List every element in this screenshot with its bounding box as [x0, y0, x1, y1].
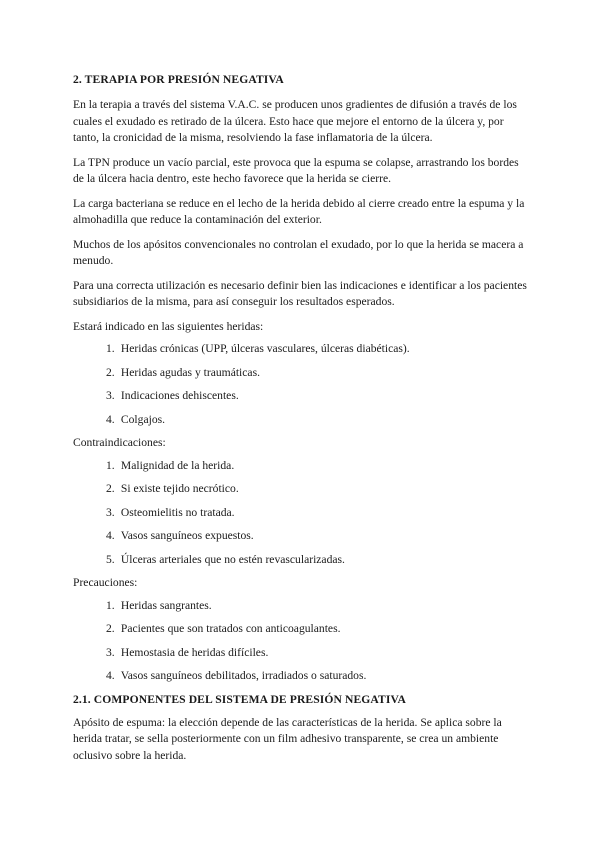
- list-number: 2.: [106, 365, 115, 379]
- contraindications-list: [73, 458, 528, 568]
- list-number: 3.: [106, 645, 115, 659]
- list-text: Heridas crónicas (UPP, úlceras vasculares, úlceras diabéticas).: [120, 342, 410, 355]
- list-text: Vasos sanguíneos debilitados, irradiados o saturados.: [120, 669, 367, 682]
- list-number: 2.: [106, 482, 115, 495]
- contraindications-label: Contraindicaciones:: [73, 436, 166, 449]
- list-item: [106, 621, 528, 637]
- list-text: Indicaciones dehiscentes.: [120, 389, 239, 402]
- list-number: 4.: [106, 412, 115, 426]
- list-item: [106, 528, 528, 544]
- list-number: 3.: [106, 389, 115, 402]
- list-item: [106, 458, 528, 474]
- precautions-list: [73, 598, 528, 685]
- list-text: Malignidad de la herida.: [120, 458, 235, 472]
- list-number: 3.: [106, 505, 115, 519]
- list-text: Hemostasia de heridas difíciles.: [120, 645, 269, 659]
- list-item: [106, 341, 528, 357]
- list-item: [106, 388, 528, 404]
- paragraph-conventional-dressings: Muchos de los apósitos convencionales no controlan el exudado, por lo que la herida se macera a menudo.: [73, 237, 524, 267]
- list-number: 4.: [106, 529, 115, 542]
- document-page: [73, 72, 528, 772]
- section-heading: 2. TERAPIA POR PRESIÓN NEGATIVA: [73, 73, 284, 86]
- list-number: 1.: [106, 342, 115, 355]
- list-number: 1.: [106, 598, 115, 612]
- list-text: Vasos sanguíneos expuestos.: [120, 529, 254, 542]
- list-item: [106, 645, 528, 661]
- paragraph-foam-dressing: Apósito de espuma: la elección depende de las características de la herida. Se aplica sobre la herida tratar, se sella posteriormente con un film adhesivo transparente, se crea un ambiente oclusivo sobre la herida.: [73, 715, 502, 762]
- list-number: 2.: [106, 622, 115, 635]
- list-item: [106, 668, 528, 684]
- list-number: 4.: [106, 669, 115, 682]
- list-number: 5.: [106, 552, 115, 566]
- list-item: [106, 505, 528, 521]
- list-text: Osteomielitis no tratada.: [120, 505, 235, 519]
- list-item: [106, 552, 528, 568]
- indications-list: [73, 341, 528, 428]
- list-item: [106, 481, 528, 497]
- list-text: Si existe tejido necrótico.: [120, 482, 239, 495]
- list-text: Pacientes que son tratados con anticoagulantes.: [120, 622, 341, 635]
- precautions-label: Precauciones:: [73, 576, 138, 589]
- list-item: [106, 365, 528, 381]
- subsection-heading: 2.1. COMPONENTES DEL SISTEMA DE PRESIÓN NEGATIVA: [73, 692, 406, 706]
- list-text: Colgajos.: [120, 412, 166, 426]
- paragraph-vac: En la terapia a través del sistema V.A.C. se producen unos gradientes de difusión a través de los cuales el exudado es retirado de la úlcera. Esto hace que mejore el entorno de la úlcera y, por tanto, la cronicidad de la misma, resolviendo la fase inflamatoria de la úlcera.: [73, 98, 517, 144]
- list-text: Úlceras arteriales que no estén revascularizadas.: [120, 552, 345, 566]
- paragraph-correct-use: Para una correcta utilización es necesario definir bien las indicaciones e identificar a los pacientes subsidiarios de la misma, para así conseguir los resultados esperados.: [73, 278, 527, 308]
- list-item: [106, 412, 528, 428]
- paragraph-bacterial-load: La carga bacteriana se reduce en el lecho de la herida debido al cierre creado entre la espuma y la almohadilla que reduce la contaminación del exterior.: [73, 196, 525, 226]
- list-number: 1.: [106, 458, 115, 472]
- indications-label: Estará indicado en las siguientes heridas:: [73, 319, 264, 333]
- list-item: [106, 598, 528, 614]
- list-text: Heridas agudas y traumáticas.: [120, 365, 260, 379]
- paragraph-tpn: La TPN produce un vacío parcial, este provoca que la espuma se colapse, arrastrando los bordes de la úlcera hacia dentro, este hecho favorece que la herida se cierre.: [73, 155, 519, 185]
- list-text: Heridas sangrantes.: [120, 598, 212, 612]
